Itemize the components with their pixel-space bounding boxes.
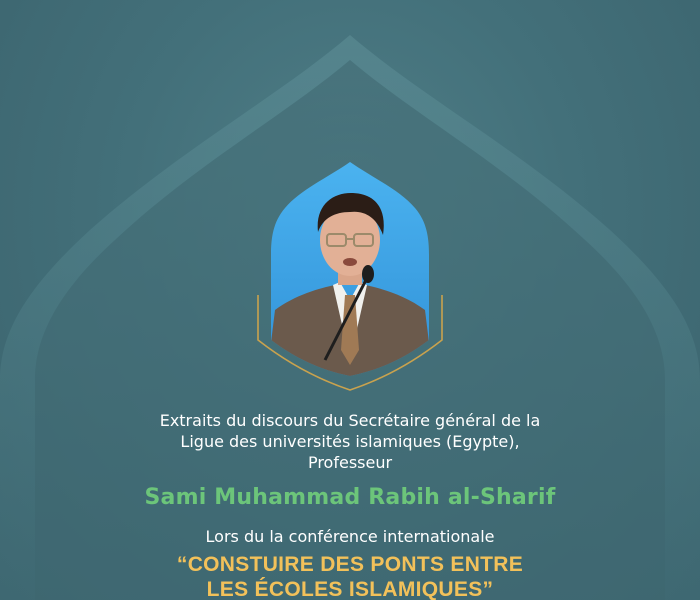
intro-text [0,410,700,473]
conference-title-line-1: “CONSTUIRE DES PONTS ENTRE [176,553,524,576]
speaker-portrait-icon [255,160,445,392]
conference-title-line-2: LES ÉCOLES ISLAMIQUES” [206,578,494,600]
conference-title [0,552,700,600]
intro-line-1: Extraits du discours du Secrétaire général de la [159,411,541,430]
occasion-text: Lors du la conférence internationale [205,527,495,546]
speaker-name: Sami Muhammad Rabih al-Sharif [144,485,556,510]
intro-line-2: Ligue des universités islamiques (Egypte), [180,432,520,451]
intro-line-3: Professeur [307,453,393,472]
